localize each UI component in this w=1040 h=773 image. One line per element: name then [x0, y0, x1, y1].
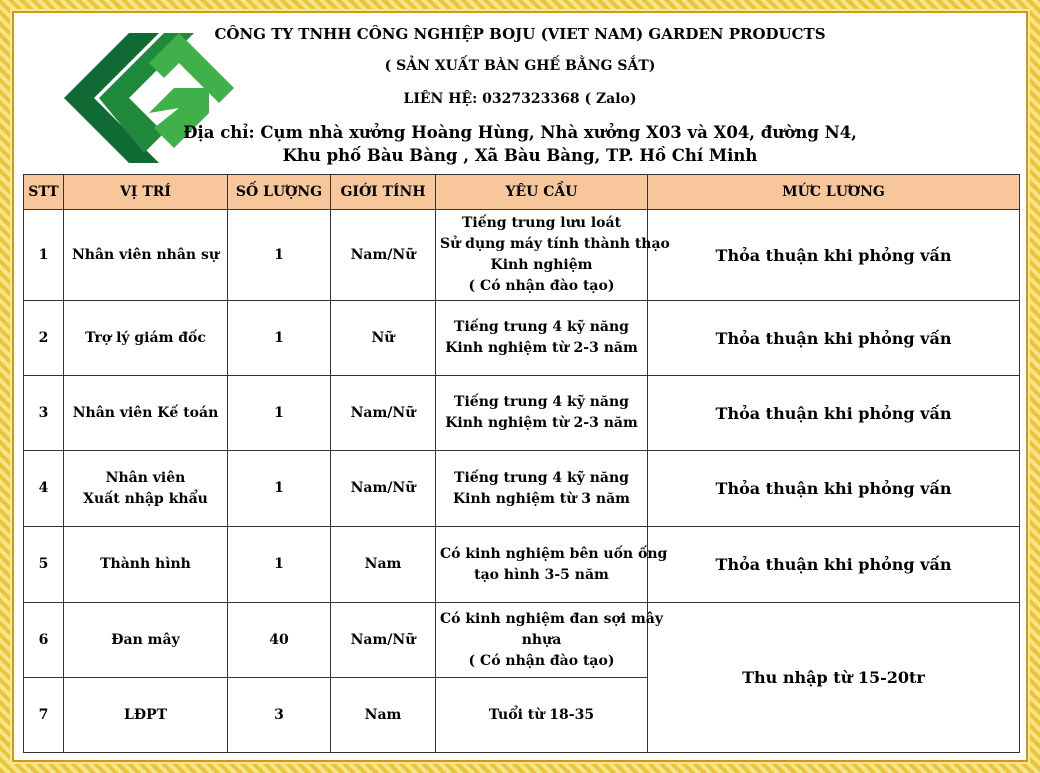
cell-requirements	[436, 301, 648, 376]
cell-stt: 2	[24, 301, 64, 376]
requirement-line: Kinh nghiệm từ 2-3 năm	[445, 340, 638, 356]
cell-requirements	[436, 603, 664, 678]
header-stt: STT	[24, 175, 64, 210]
requirement-line: Có kinh nghiệm bên uốn ống	[440, 545, 668, 562]
cell-quantity: 3	[228, 678, 331, 753]
position-line: Xuất nhập khẩu	[83, 490, 208, 507]
position-line: LĐPT	[123, 706, 168, 723]
cell-stt: 3	[24, 376, 64, 451]
requirement-line: Kinh nghiệm	[490, 257, 593, 273]
requirement-line: Tiếng trung 4 kỹ năng	[454, 469, 629, 486]
position-line: Nhân viên Kế toán	[72, 404, 219, 421]
requirement-line: tạo hình 3-5 năm	[474, 566, 609, 583]
cell-requirements	[436, 210, 670, 301]
cell-gender: Nam/Nữ	[331, 451, 436, 527]
cell-gender: Nam/Nữ	[331, 210, 436, 301]
table-row	[24, 301, 1020, 376]
cell-quantity: 1	[228, 527, 331, 603]
cell-position	[64, 527, 228, 603]
cell-salary: Thỏa thuận khi phỏng vấn	[648, 451, 1020, 527]
cell-position	[64, 603, 228, 678]
cell-salary: Thỏa thuận khi phỏng vấn	[648, 376, 1020, 451]
poster	[14, 13, 1026, 760]
table-row	[24, 376, 1020, 451]
table-row	[24, 210, 1020, 301]
cell-gender: Nam/Nữ	[331, 376, 436, 451]
company-name: CÔNG TY TNHH CÔNG NGHIỆP BOJU (VIET NAM) GARDEN PRODUCTS	[214, 25, 826, 43]
cell-stt: 5	[24, 527, 64, 603]
cell-salary: Thu nhập từ 15-20tr	[648, 603, 1020, 753]
job-table	[23, 174, 1020, 753]
cell-position	[64, 301, 228, 376]
position-line: Trợ lý giám đốc	[85, 329, 206, 346]
requirement-line: Tiếng trung 4 kỹ năng	[454, 319, 629, 335]
cell-gender: Nam	[331, 678, 436, 753]
contact-line: LIÊN HỆ: 0327323368 ( Zalo)	[403, 91, 637, 107]
cell-gender: Nam/Nữ	[331, 603, 436, 678]
header-salary: MỨC LƯƠNG	[648, 175, 1020, 210]
table-row	[24, 451, 1020, 527]
cell-stt: 1	[24, 210, 64, 301]
table-row	[24, 603, 1020, 678]
cell-quantity: 1	[228, 301, 331, 376]
cell-position	[64, 210, 228, 301]
requirement-line: ( Có nhận đào tạo)	[468, 278, 615, 294]
cell-requirements	[436, 376, 648, 451]
requirement-line: Kinh nghiệm từ 3 năm	[453, 490, 630, 507]
cell-salary: Thỏa thuận khi phỏng vấn	[648, 301, 1020, 376]
requirement-line: Có kinh nghiệm đan sợi mây	[440, 610, 664, 627]
header-position: VỊ TRÍ	[64, 175, 228, 210]
requirement-line: Tiếng trung lưu loát	[461, 215, 622, 231]
cell-gender: Nam	[331, 527, 436, 603]
requirement-line: Sử dụng máy tính thành thạo	[440, 236, 670, 252]
cell-quantity: 1	[228, 451, 331, 527]
cell-gender: Nữ	[331, 301, 436, 376]
cell-salary: Thỏa thuận khi phỏng vấn	[648, 527, 1020, 603]
address-line-1: Địa chỉ: Cụm nhà xưởng Hoàng Hùng, Nhà xưởng X03 và X04, đường N4,	[183, 123, 857, 142]
requirement-line: Tuổi từ 18-35	[488, 706, 595, 723]
header-quantity: SỐ LƯỢNG	[228, 175, 331, 210]
cell-position	[64, 376, 228, 451]
cell-requirements	[436, 527, 668, 603]
company-tagline: ( SẢN XUẤT BÀN GHẾ BẰNG SẮT)	[384, 58, 656, 74]
table-header-row	[24, 175, 1020, 210]
position-line: Nhân viên nhân sự	[71, 246, 220, 263]
position-line: Thành hình	[100, 556, 191, 572]
cell-requirements	[436, 451, 648, 527]
cell-stt: 6	[24, 603, 64, 678]
requirement-line: Kinh nghiệm từ 2-3 năm	[445, 415, 638, 431]
cell-quantity: 1	[228, 210, 331, 301]
cell-quantity: 40	[228, 603, 331, 678]
cell-position	[64, 678, 228, 753]
header-gender: GIỚI TÍNH	[331, 175, 436, 210]
table-row	[24, 527, 1020, 603]
requirement-line: Tiếng trung 4 kỹ năng	[454, 394, 629, 410]
position-line: Nhân viên	[105, 469, 186, 486]
requirement-line: nhựa	[521, 631, 562, 648]
cell-quantity: 1	[228, 376, 331, 451]
cell-stt: 7	[24, 678, 64, 753]
requirement-line: ( Có nhận đào tạo)	[468, 652, 615, 669]
position-line: Đan mây	[111, 631, 180, 648]
address-line-2: Khu phố Bàu Bàng , Xã Bàu Bàng, TP. Hồ Chí Minh	[282, 146, 758, 165]
cell-salary: Thỏa thuận khi phỏng vấn	[648, 210, 1020, 301]
cell-position	[64, 451, 228, 527]
cell-stt: 4	[24, 451, 64, 527]
header-requirements: YÊU CẦU	[436, 175, 648, 210]
cell-requirements	[436, 678, 648, 753]
